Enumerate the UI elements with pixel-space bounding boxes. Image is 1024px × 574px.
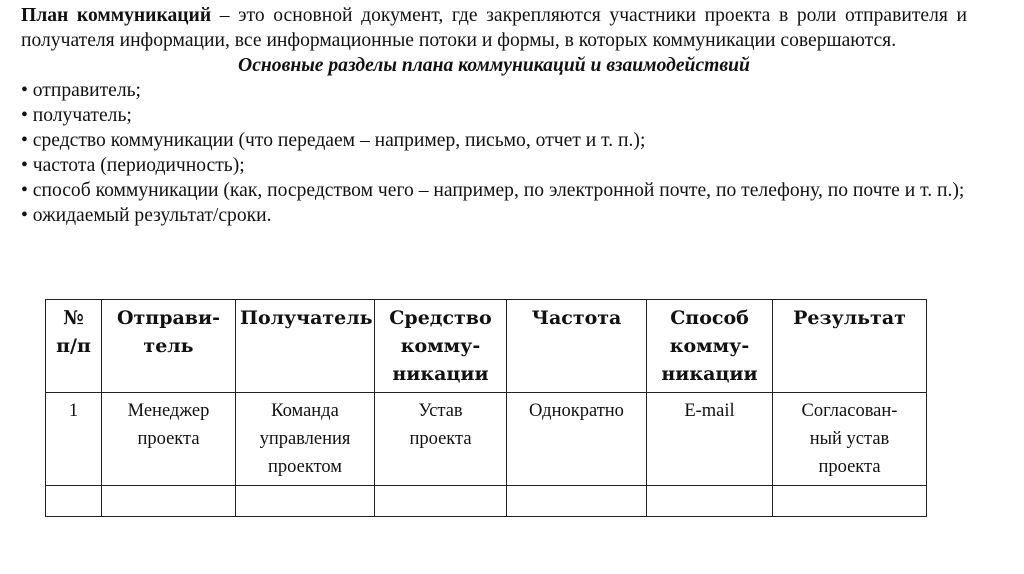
bullet-item: • средство коммуникации (что передаем – например, письмо, отчет и т. п.); bbox=[21, 130, 646, 151]
table-cell bbox=[46, 486, 102, 517]
bullet-item: • частота (периодичность); bbox=[21, 155, 245, 176]
document-text bbox=[21, 4, 967, 228]
header-cell-recipient: Получатель bbox=[236, 300, 375, 393]
table-cell: Устав проекта bbox=[375, 393, 507, 486]
intro-paragraph bbox=[21, 4, 967, 53]
bullet-item: • ожидаемый результат/сроки. bbox=[21, 205, 272, 226]
header-cell-frequency: Частота bbox=[507, 300, 647, 393]
table-header-row bbox=[46, 300, 927, 393]
bullet-list bbox=[21, 78, 967, 228]
bullet-item: • способ коммуникации (как, посредством чего – например, по электронной почте, по телефону, по почте и т. п.); bbox=[21, 180, 965, 201]
table-cell bbox=[236, 486, 375, 517]
bullet-item: • отправитель; bbox=[21, 80, 141, 101]
section-subheading: Основные разделы плана коммуникаций и взаимодействий bbox=[238, 55, 750, 76]
table-cell bbox=[102, 486, 236, 517]
header-cell-method: Способ комму- никации bbox=[647, 300, 773, 393]
table-cell: Согласован- ный устав проекта bbox=[773, 393, 927, 486]
table-cell bbox=[375, 486, 507, 517]
table-cell: Менеджер проекта bbox=[102, 393, 236, 486]
table-cell bbox=[507, 486, 647, 517]
table-cell: E-mail bbox=[647, 393, 773, 486]
table-cell bbox=[773, 486, 927, 517]
table-cell: 1 bbox=[46, 393, 102, 486]
table-row-empty bbox=[46, 486, 927, 517]
header-cell-sender: Отправи- тель bbox=[102, 300, 236, 393]
table-cell bbox=[647, 486, 773, 517]
table-cell: Команда управления проектом bbox=[236, 393, 375, 486]
header-cell-medium: Средство комму- никации bbox=[375, 300, 507, 393]
intro-definition: – это основной документ, где закрепляются участники проекта в роли отправителя и получателя информации, все информационные потоки и формы, в которых коммуникации совершаются. bbox=[21, 5, 967, 51]
communication-plan-table bbox=[45, 299, 927, 517]
table-row bbox=[46, 393, 927, 486]
header-cell-result: Результат bbox=[773, 300, 927, 393]
intro-term: План коммуникаций bbox=[21, 5, 212, 26]
table-cell: Однократно bbox=[507, 393, 647, 486]
header-cell-number: № п/п bbox=[46, 300, 102, 393]
bullet-item: • получатель; bbox=[21, 105, 132, 126]
